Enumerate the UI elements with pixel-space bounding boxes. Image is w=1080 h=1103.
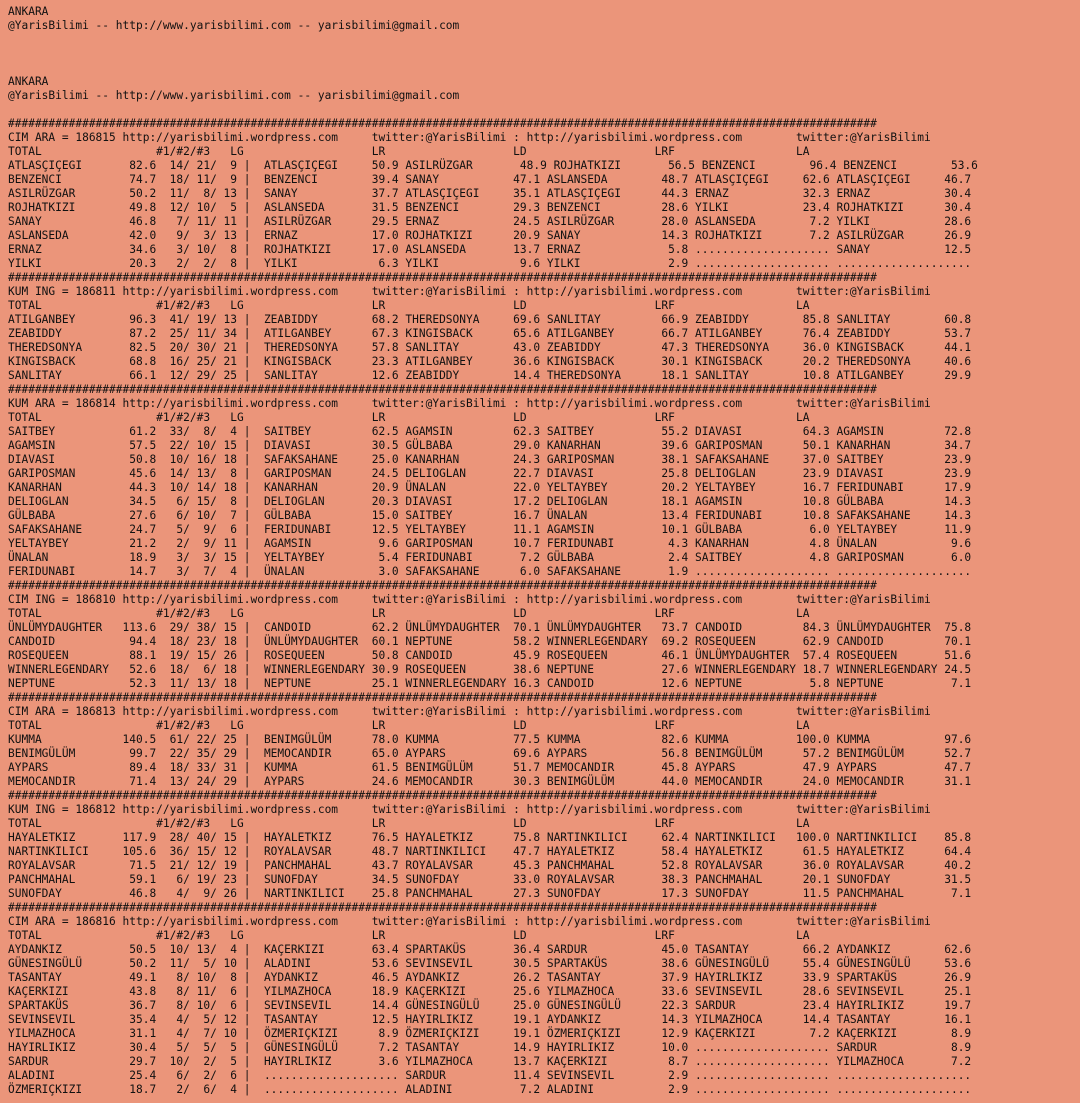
horse-row: ZEABIDDY 87.2 25/ 11/ 34 | ATILGANBEY 67.3 KINGISBACK 65.6 ATILGANBEY 66.7 ATILGANBEY 76.4 ZEABIDDY 53.7	[8, 327, 972, 340]
horse-row: GARIPOSMAN 45.6 14/ 13/ 8 | GARIPOSMAN 24.5 DELIOGLAN 22.7 DIAVASI 25.8 DELIOGLAN 23.9 DIAVASI 23.9	[8, 467, 972, 480]
horse-row: WINNERLEGENDARY 52.6 18/ 6/ 18 | WINNERLEGENDARY 30.9 ROSEQUEEN 38.6 NEPTUNE 27.6 WINNERLEGENDARY 18.7 WINNERLEGENDARY 24.5	[8, 663, 972, 676]
horse-row: SUNOFDAY 46.8 4/ 9/ 26 | NARTINKILICI 25.8 PANCHMAHAL 27.3 SUNOFDAY 17.3 SUNOFDAY 11.5 PANCHMAHAL 7.1	[8, 887, 972, 900]
horse-row: ÖZMERIÇKIZI 18.7 2/ 6/ 4 | .................... ALADINI 7.2 ALADINI 2.9 .................... ....................	[8, 1083, 972, 1096]
horse-row: SARDUR 29.7 10/ 2/ 5 | HAYIRLIKIZ 3.6 YILMAZHOCA 13.7 KAÇERKIZI 8.7 .................... YILMAZHOCA 7.2	[8, 1055, 972, 1068]
section-divider: #################################################################################################################################	[8, 271, 877, 284]
horse-row: PANCHMAHAL 59.1 6/ 19/ 23 | SUNOFDAY 34.5 SUNOFDAY 33.0 ROYALAVSAR 38.3 PANCHMAHAL 20.1 SUNOFDAY 31.5	[8, 873, 972, 886]
race-header: CIM ARA = 186816 http://yarisbilimi.wordpress.com twitter:@YarisBilimi : http://yarisbilimi.wordpress.com twitter:@YarisBilimi	[8, 915, 931, 928]
race-header: KUM ING = 186812 http://yarisbilimi.wordpress.com twitter:@YarisBilimi : http://yarisbilimi.wordpress.com twitter:@YarisBilimi	[8, 803, 931, 816]
horse-row: ASILRÜZGAR 50.2 11/ 8/ 13 | SANAY 37.7 ATLASÇIÇEGI 35.1 ATLASÇIÇEGI 44.3 ERNAZ 32.3 ERNAZ 30.4	[8, 187, 972, 200]
contact-line: @YarisBilimi -- http://www.yarisbilimi.com -- yarisbilimi@gmail.com	[8, 89, 460, 102]
column-header: TOTAL #1/#2/#3 LG LR LD LRF LA	[8, 411, 810, 424]
horse-row: SAFAKSAHANE 24.7 5/ 9/ 6 | FERIDUNABI 12.5 YELTAYBEY 11.1 AGAMSIN 10.1 GÜLBABA 6.0 YELTAYBEY 11.9	[8, 523, 972, 536]
blank-line	[8, 33, 978, 47]
horse-row: KANARHAN 44.3 10/ 14/ 18 | KANARHAN 20.9 ÜNALAN 22.0 YELTAYBEY 20.2 YELTAYBEY 16.7 FERIDUNABI 17.9	[8, 481, 972, 494]
horse-row: AGAMSIN 57.5 22/ 10/ 15 | DIAVASI 30.5 GÜLBABA 29.0 KANARHAN 39.6 GARIPOSMAN 50.1 KANARHAN 34.7	[8, 439, 972, 452]
horse-row: MEMOCANDIR 71.4 13/ 24/ 29 | AYPARS 24.6 MEMOCANDIR 30.3 BENIMGÜLÜM 44.0 MEMOCANDIR 24.0 MEMOCANDIR 31.1	[8, 775, 972, 788]
horse-row: TASANTAY 49.1 8/ 10/ 8 | AYDANKIZ 46.5 AYDANKIZ 26.2 TASANTAY 37.9 HAYIRLIKIZ 33.9 SPARTAKÜS 26.9	[8, 971, 972, 984]
horse-row: DIAVASI 50.8 10/ 16/ 18 | SAFAKSAHANE 25.0 KANARHAN 24.3 GARIPOSMAN 38.1 SAFAKSAHANE 37.0 SAITBEY 23.9	[8, 453, 972, 466]
horse-row: SEVINSEVIL 35.4 4/ 5/ 12 | TASANTAY 12.5 HAYIRLIKIZ 19.1 AYDANKIZ 14.3 YILMAZHOCA 14.4 TASANTAY 16.1	[8, 1013, 972, 1026]
horse-row: GÜNESINGÜLÜ 50.2 11/ 5/ 10 | ALADINI 53.6 SEVINSEVIL 30.5 SPARTAKÜS 38.6 GÜNESINGÜLÜ 55.4 GÜNESINGÜLÜ 53.6	[8, 957, 972, 970]
section-divider: #################################################################################################################################	[8, 383, 877, 396]
horse-row: NARTINKILICI 105.6 36/ 15/ 12 | ROYALAVSAR 48.7 NARTINKILICI 47.7 HAYALETKIZ 58.4 HAYALETKIZ 61.5 HAYALETKIZ 64.4	[8, 845, 972, 858]
race-report-sheet	[8, 5, 978, 1097]
horse-row: HAYIRLIKIZ 30.4 5/ 5/ 5 | GÜNESINGÜLÜ 7.2 TASANTAY 14.9 HAYIRLIKIZ 10.0 .................... SARDUR 8.9	[8, 1041, 972, 1054]
race-header: CIM ARA = 186813 http://yarisbilimi.wordpress.com twitter:@YarisBilimi : http://yarisbilimi.wordpress.com twitter:@YarisBilimi	[8, 705, 931, 718]
horse-row: ATILGANBEY 96.3 41/ 19/ 13 | ZEABIDDY 68.2 THEREDSONYA 69.6 SANLITAY 66.9 ZEABIDDY 85.8 SANLITAY 60.8	[8, 313, 972, 326]
horse-row: BENIMGÜLÜM 99.7 22/ 35/ 29 | MEMOCANDIR 65.0 AYPARS 69.6 AYPARS 56.8 BENIMGÜLÜM 57.2 BENIMGÜLÜM 52.7	[8, 747, 972, 760]
horse-row: YILMAZHOCA 31.1 4/ 7/ 10 | ÖZMERIÇKIZI 8.9 ÖZMERIÇKIZI 19.1 ÖZMERIÇKIZI 12.9 KAÇERKIZI 7.2 KAÇERKIZI 8.9	[8, 1027, 972, 1040]
race-header: KUM ING = 186811 http://yarisbilimi.wordpress.com twitter:@YarisBilimi : http://yarisbilimi.wordpress.com twitter:@YarisBilimi	[8, 285, 931, 298]
horse-row: DELIOGLAN 34.5 6/ 15/ 8 | DELIOGLAN 20.3 DIAVASI 17.2 DELIOGLAN 18.1 AGAMSIN 10.8 GÜLBABA 14.3	[8, 495, 972, 508]
horse-row: KUMMA 140.5 61/ 22/ 25 | BENIMGÜLÜM 78.0 KUMMA 77.5 KUMMA 82.6 KUMMA 100.0 KUMMA 97.6	[8, 733, 972, 746]
horse-row: ERNAZ 34.6 3/ 10/ 8 | ROJHATKIZI 17.0 ASLANSEDA 13.7 ERNAZ 5.8 .................... SANAY 12.5	[8, 243, 972, 256]
horse-row: SPARTAKÜS 36.7 8/ 10/ 6 | SEVINSEVIL 14.4 GÜNESINGÜLÜ 25.0 GÜNESINGÜLÜ 22.3 SARDUR 23.4 HAYIRLIKIZ 19.7	[8, 999, 972, 1012]
section-divider: #################################################################################################################################	[8, 901, 877, 914]
section-divider: #################################################################################################################################	[8, 117, 877, 130]
horse-row: ROSEQUEEN 88.1 19/ 15/ 26 | ROSEQUEEN 50.8 CANDOID 45.9 ROSEQUEEN 46.1 ÜNLÜMYDAUGHTER 57.4 ROSEQUEEN 51.6	[8, 649, 972, 662]
horse-row: ALADINI 25.4 6/ 2/ 6 | .................... SARDUR 11.4 SEVINSEVIL 2.9 .................... ....................	[8, 1069, 972, 1082]
blank-line	[8, 61, 978, 75]
horse-row: BENZENCI 74.7 18/ 11/ 9 | BENZENCI 39.4 SANAY 47.1 ASLANSEDA 48.7 ATLASÇIÇEGI 62.6 ATLASÇIÇEGI 46.7	[8, 173, 972, 186]
horse-row: KINGISBACK 68.8 16/ 25/ 21 | KINGISBACK 23.3 ATILGANBEY 36.6 KINGISBACK 30.1 KINGISBACK 20.2 THEREDSONYA 40.6	[8, 355, 972, 368]
city-title: ANKARA	[8, 75, 49, 88]
horse-row: ÜNLÜMYDAUGHTER 113.6 29/ 38/ 15 | CANDOID 62.2 ÜNLÜMYDAUGHTER 70.1 ÜNLÜMYDAUGHTER 73.7 CANDOID 84.3 ÜNLÜMYDAUGHTER 75.8	[8, 621, 972, 634]
horse-row: SANAY 46.8 7/ 11/ 11 | ASILRÜZGAR 29.5 ERNAZ 24.5 ASILRÜZGAR 28.0 ASLANSEDA 7.2 YILKI 28.6	[8, 215, 972, 228]
horse-row: ROJHATKIZI 49.8 12/ 10/ 5 | ASLANSEDA 31.5 BENZENCI 29.3 BENZENCI 28.6 YILKI 23.4 ROJHATKIZI 30.4	[8, 201, 972, 214]
blank-line	[8, 47, 978, 61]
horse-row: THEREDSONYA 82.5 20/ 30/ 21 | THEREDSONYA 57.8 SANLITAY 43.0 ZEABIDDY 47.3 THEREDSONYA 36.0 KINGISBACK 44.1	[8, 341, 972, 354]
race-header: CIM ARA = 186815 http://yarisbilimi.wordpress.com twitter:@YarisBilimi : http://yarisbilimi.wordpress.com twitter:@YarisBilimi	[8, 131, 931, 144]
column-header: TOTAL #1/#2/#3 LG LR LD LRF LA	[8, 299, 810, 312]
horse-row: YILKI 20.3 2/ 2/ 8 | YILKI 6.3 YILKI 9.6 YILKI 2.9 .................... ....................	[8, 257, 972, 270]
section-divider: #################################################################################################################################	[8, 691, 877, 704]
horse-row: SAITBEY 61.2 33/ 8/ 4 | SAITBEY 62.5 AGAMSIN 62.3 SAITBEY 55.2 DIAVASI 64.3 AGAMSIN 72.8	[8, 425, 972, 438]
horse-row: GÜLBABA 27.6 6/ 10/ 7 | GÜLBABA 15.0 SAITBEY 16.7 ÜNALAN 13.4 FERIDUNABI 10.8 SAFAKSAHANE 14.3	[8, 509, 972, 522]
horse-row: ÜNALAN 18.9 3/ 3/ 15 | YELTAYBEY 5.4 FERIDUNABI 7.2 GÜLBABA 2.4 SAITBEY 4.8 GARIPOSMAN 6.0	[8, 551, 972, 564]
contact-line: @YarisBilimi -- http://www.yarisbilimi.com -- yarisbilimi@gmail.com	[8, 19, 460, 32]
column-header: TOTAL #1/#2/#3 LG LR LD LRF LA	[8, 145, 810, 158]
horse-row: SANLITAY 66.1 12/ 29/ 25 | SANLITAY 12.6 ZEABIDDY 14.4 THEREDSONYA 18.1 SANLITAY 10.8 ATILGANBEY 29.9	[8, 369, 972, 382]
column-header: TOTAL #1/#2/#3 LG LR LD LRF LA	[8, 607, 810, 620]
column-header: TOTAL #1/#2/#3 LG LR LD LRF LA	[8, 719, 810, 732]
horse-row: ROYALAVSAR 71.5 21/ 12/ 19 | PANCHMAHAL 43.7 ROYALAVSAR 45.3 PANCHMAHAL 52.8 ROYALAVSAR 36.0 ROYALAVSAR 40.2	[8, 859, 972, 872]
horse-row: CANDOID 94.4 18/ 23/ 18 | ÜNLÜMYDAUGHTER 60.1 NEPTUNE 58.2 WINNERLEGENDARY 69.2 ROSEQUEEN 62.9 CANDOID 70.1	[8, 635, 972, 648]
section-divider: #################################################################################################################################	[8, 789, 877, 802]
horse-row: ATLASÇIÇEGI 82.6 14/ 21/ 9 | ATLASÇIÇEGI 50.9 ASILRÜZGAR 48.9 ROJHATKIZI 56.5 BENZENCI 96.4 BENZENCI 53.6	[8, 159, 978, 172]
horse-row: YELTAYBEY 21.2 2/ 9/ 11 | AGAMSIN 9.6 GARIPOSMAN 10.7 FERIDUNABI 4.3 KANARHAN 4.8 ÜNALAN 9.6	[8, 537, 972, 550]
horse-row: HAYALETKIZ 117.9 28/ 40/ 15 | HAYALETKIZ 76.5 HAYALETKIZ 75.8 NARTINKILICI 62.4 NARTINKILICI 100.0 NARTINKILICI 85.8	[8, 831, 972, 844]
horse-row: AYPARS 89.4 18/ 33/ 31 | KUMMA 61.5 BENIMGÜLÜM 51.7 MEMOCANDIR 45.8 AYPARS 47.9 AYPARS 47.7	[8, 761, 972, 774]
section-divider: #################################################################################################################################	[8, 579, 877, 592]
horse-row: FERIDUNABI 14.7 3/ 7/ 4 | ÜNALAN 3.0 SAFAKSAHANE 6.0 SAFAKSAHANE 1.9 .................... ....................	[8, 565, 972, 578]
horse-row: AYDANKIZ 50.5 10/ 13/ 4 | KAÇERKIZI 63.4 SPARTAKÜS 36.4 SARDUR 45.0 TASANTAY 66.2 AYDANKIZ 62.6	[8, 943, 972, 956]
horse-row: KAÇERKIZI 43.8 8/ 11/ 6 | YILMAZHOCA 18.9 KAÇERKIZI 25.6 YILMAZHOCA 33.6 SEVINSEVIL 28.6 SEVINSEVIL 25.1	[8, 985, 972, 998]
horse-row: ASLANSEDA 42.0 9/ 3/ 13 | ERNAZ 17.0 ROJHATKIZI 20.9 SANAY 14.3 ROJHATKIZI 7.2 ASILRÜZGAR 26.9	[8, 229, 972, 242]
column-header: TOTAL #1/#2/#3 LG LR LD LRF LA	[8, 817, 810, 830]
blank-line	[8, 103, 978, 117]
city-title: ANKARA	[8, 5, 49, 18]
race-header: KUM ARA = 186814 http://yarisbilimi.wordpress.com twitter:@YarisBilimi : http://yarisbilimi.wordpress.com twitter:@YarisBilimi	[8, 397, 931, 410]
race-header: CIM ING = 186810 http://yarisbilimi.wordpress.com twitter:@YarisBilimi : http://yarisbilimi.wordpress.com twitter:@YarisBilimi	[8, 593, 931, 606]
column-header: TOTAL #1/#2/#3 LG LR LD LRF LA	[8, 929, 810, 942]
horse-row: NEPTUNE 52.3 11/ 13/ 18 | NEPTUNE 25.1 WINNERLEGENDARY 16.3 CANDOID 12.6 NEPTUNE 5.8 NEPTUNE 7.1	[8, 677, 972, 690]
